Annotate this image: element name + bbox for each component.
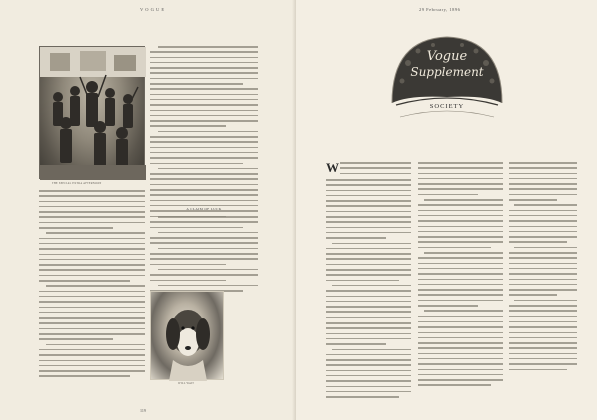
right-column-1-text: [326, 179, 411, 401]
left-column-text: [39, 190, 145, 381]
society-heading: SOCIETY: [429, 103, 465, 110]
illustration-caption: THE SPECIAL EXTRA AFTERNOON: [52, 182, 102, 185]
drop-cap: W: [326, 160, 339, 175]
dog-illustration-art: [151, 292, 225, 381]
right-column-2-text: [418, 162, 503, 390]
crowd-illustration-art: [40, 47, 146, 180]
right-column-1-head: [340, 162, 411, 178]
right-running-head: 29 February, 1896: [419, 7, 461, 12]
left-folio: 119: [140, 408, 146, 413]
right-column-3-text: [509, 162, 577, 374]
right-page: [296, 0, 597, 420]
section-heading-claim: A CLAIM OF LUCK: [186, 207, 222, 211]
left-column-right-text: [150, 46, 258, 221]
claim-text: [150, 216, 258, 295]
crowd-illustration: [39, 46, 145, 179]
banner-title-vogue: Vogue: [426, 49, 468, 64]
left-running-head: V O G U E: [140, 7, 165, 12]
vogue-supplement-banner: [388, 33, 506, 143]
dog-illustration: [150, 291, 224, 380]
left-page: [0, 0, 296, 420]
banner-title-supplement: Supplement: [410, 65, 484, 79]
dog-caption: WILL WAIT: [178, 382, 195, 385]
